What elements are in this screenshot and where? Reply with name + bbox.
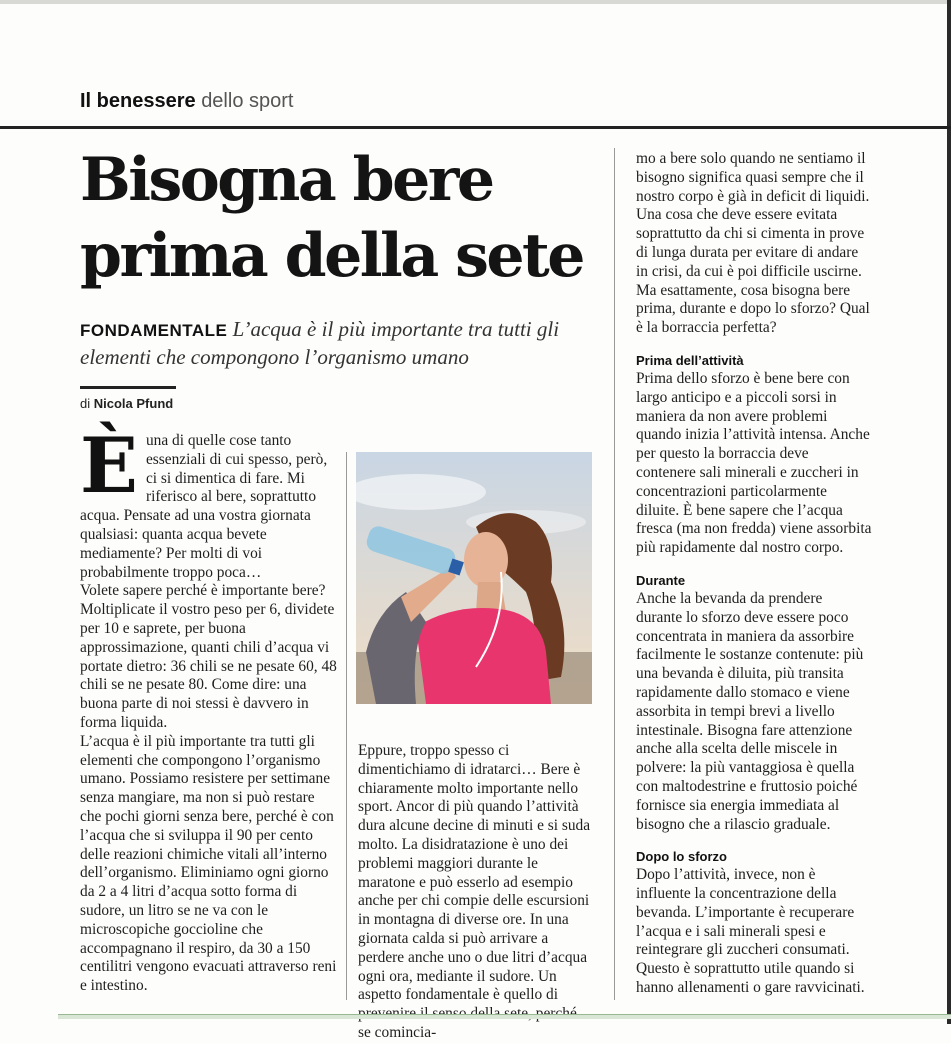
photo-illustration bbox=[356, 452, 592, 704]
column1-paragraph-3: L’acqua è il più importante tra tutti gli elementi che compongono l’organismo umano. Possiamo resistere per settimane senza mangiare, ma non si può restare che pochi giorni senza bere, perché è con l’acqua che si sviluppa il 90 per cento delle reazioni chimiche vitali all’interno dell’organismo. Eliminiamo ogni giorno da 2 a 4 litri d’acqua sotto forma di sudore, un litro se ne va con le microscopiche goccioline che accompagnano il respiro, da 30 a 150 centilitri vengono evacuati attraverso reni e intestino. bbox=[80, 732, 337, 995]
byline bbox=[80, 396, 173, 411]
deck-text: L’acqua è il più importante tra tutti gli elementi che compongono l’organismo umano bbox=[80, 317, 560, 369]
subhead-prima: Prima dell’attività bbox=[636, 352, 744, 368]
footer-rule bbox=[58, 1014, 951, 1019]
section-label-light: dello sport bbox=[201, 90, 294, 112]
article-column-2 bbox=[358, 742, 592, 1043]
page-right-border bbox=[947, 0, 951, 1024]
deck bbox=[80, 316, 610, 371]
section-durante-text: Anche la bevanda da prendere durante lo sforzo deve essere poco concentrata in maniera da assorbire facilmente le sostanze contenute: più una bevanda è diluita, più transita rapidamente dallo stomaco e viene assorbita in tempi brevi a livello intestinale. Bisogna fare attenzione anche alla scelta delle miscele in polvere: la più vantaggiosa è quella con maltodestrine e fruttosio poiché fornisce sia energia immediata al bisogno che a rilascio graduale. bbox=[636, 589, 864, 833]
section-prima-text: Prima dello sforzo è bene bere con largo anticipo e a piccoli sorsi in maniera da non avere problemi quando inizia l’attività intensa. Anche per questo la borraccia deve contenere sali minerali e zuccheri in concentrazioni particolarmente diluite. È bene sapere che l’acqua fresca (ma non fredda) viene assorbita più rapidamente dal nostro corpo. bbox=[636, 369, 872, 557]
column2-paragraph-1: Eppure, troppo spesso ci dimentichiamo di idratarci… Bere è chiaramente molto importante nello sport. Ancor di più quando l’attività dura alcune decine di minuti e si suda molto. La disidratazione è uno dei problemi maggiori durante le maratone e può esserlo ad esempio anche per chi compie delle escursioni in montagna di diverse ore. In una giornata calda si può arrivare a perdere anche uno o due litri d’acqua ogni ora, mediante il sudore. Un aspetto fondamentale è quello di se comincia- bbox=[358, 742, 591, 1041]
article-column-3 bbox=[636, 150, 872, 998]
section-label-bold: Il benessere bbox=[80, 90, 196, 112]
article-photo-woman-drinking bbox=[356, 452, 592, 704]
column3-intro: mo a bere solo quando ne sentiamo il bisogno significa quasi sempre che il nostro corpo è già in deficit di liquidi. Una cosa che deve essere evitata soprattutto da chi si cimenta in prove di lunga durata per evitare di andare in crisi, da cui è poi difficile uscirne. Ma esattamente, cosa bisogna bere prima, durante e dopo lo sforzo? Qual è la borraccia perfetta? bbox=[636, 150, 870, 337]
section-dopo-text: Dopo l’attività, invece, non è influente la concentrazione della bevanda. L’importante è recuperare l’acqua e i sali minerali spesi e reintegrare gli zuccheri consumati. Questo è soprattutto utile quando si hanno allenamenti o gare ravvicinati. bbox=[636, 866, 865, 997]
column-divider-2 bbox=[614, 148, 615, 1000]
drop-cap: È bbox=[80, 421, 138, 510]
deck-kicker: FONDAMENTALE bbox=[80, 321, 228, 340]
byline-rule bbox=[80, 386, 176, 389]
article-column-1 bbox=[80, 421, 338, 996]
headline-line-2: prima della sete bbox=[80, 221, 583, 291]
headline bbox=[80, 142, 610, 294]
column1-paragraph-1: una di quelle cose tanto essenziali di cui spesso, però, ci si dimentica di fare. Mi riferisco al bere, soprattutto acqua. Pensate ad una vostra giornata qualsiasi: quanta acqua bevete mediamente? Per molti di voi probabilmente troppo poca… bbox=[80, 432, 328, 581]
section-label bbox=[80, 90, 293, 113]
byline-author: Nicola Pfund bbox=[93, 396, 174, 411]
headline-line-1: Bisogna bere bbox=[80, 145, 493, 215]
byline-prefix: di bbox=[80, 396, 91, 411]
section-rule bbox=[0, 126, 951, 129]
subhead-durante: Durante bbox=[636, 572, 686, 588]
column-divider-1 bbox=[346, 452, 347, 1000]
column1-paragraph-2: Volete sapere perché è importante bere? Moltiplicate il vostro peso per 6, dividete per 10 e saprete, per buona approssimazione, quanti chili d’acqua vi portate dietro: 36 chili se ne pesate 60, 48 chili se ne pesate 80. Come dire: una buona parte di noi stessi è davvero in forma liquida. bbox=[80, 582, 337, 731]
subhead-dopo: Dopo lo sforzo bbox=[636, 849, 727, 865]
page-top-border bbox=[0, 0, 951, 4]
